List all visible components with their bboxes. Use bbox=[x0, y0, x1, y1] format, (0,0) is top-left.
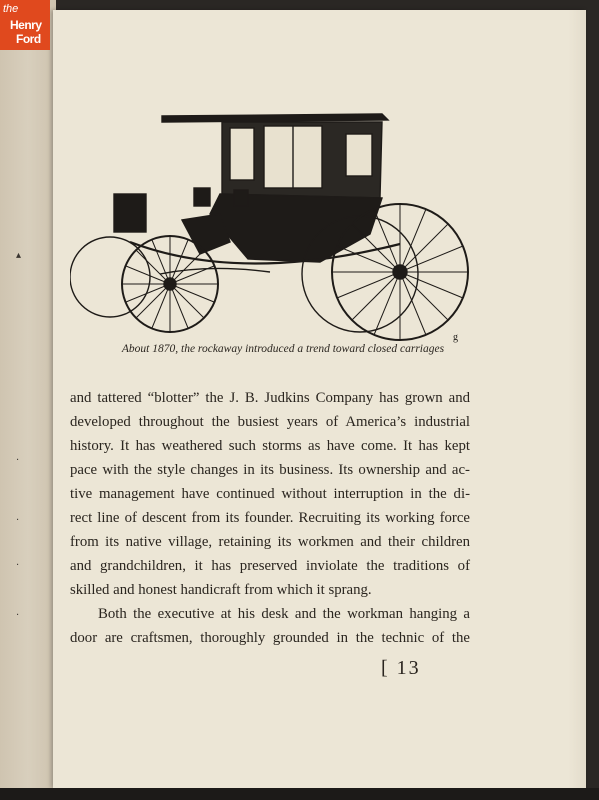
edge-mark: · bbox=[16, 610, 20, 621]
text-line: rect line of descent from its founder. Recruiting its working force bbox=[70, 510, 470, 526]
edge-mark: · bbox=[16, 455, 20, 466]
text-line: and grandchildren, it has preserved inviolate the traditions of bbox=[70, 558, 470, 574]
text-line: door are craftsmen, thoroughly grounded in the technic of the bbox=[70, 630, 470, 646]
carriage-illustration bbox=[70, 94, 490, 344]
edge-mark: ▴ bbox=[16, 250, 22, 261]
book-spine-edge bbox=[0, 0, 56, 800]
text-line: pace with the style changes in its business. Its ownership and ac- bbox=[70, 462, 470, 478]
edge-mark: · bbox=[16, 515, 20, 526]
figure-caption: About 1870, the rockaway introduced a trend toward closed carriages bbox=[121, 343, 445, 355]
logo-text-the: the bbox=[3, 3, 19, 15]
illustration-signature: g bbox=[453, 332, 458, 343]
text-line: skilled and honest handicraft from which it sprang. bbox=[70, 582, 372, 598]
text-line: tive management have continued without interruption in the di- bbox=[70, 486, 470, 502]
text-line: from its native village, retaining its workmen and their children bbox=[70, 534, 470, 550]
edge-mark: · bbox=[16, 560, 20, 571]
book-page bbox=[53, 10, 586, 788]
henry-ford-logo[interactable] bbox=[0, 0, 50, 50]
text-line: history. It has weathered such storms as have come. It has kept bbox=[70, 438, 470, 454]
scan-bottom-edge bbox=[0, 788, 599, 800]
logo-text-ford: Ford bbox=[16, 32, 41, 46]
text-line: Both the executive at his desk and the workman hanging a bbox=[98, 606, 470, 622]
body-text bbox=[70, 386, 470, 650]
logo-text-henry: Henry bbox=[10, 18, 42, 32]
text-line: and tattered “blotter” the J. B. Judkins Company has grown and bbox=[70, 390, 470, 406]
text-line: developed throughout the busiest years of America’s industrial bbox=[70, 414, 470, 430]
page-number: [ 13 bbox=[381, 657, 421, 679]
